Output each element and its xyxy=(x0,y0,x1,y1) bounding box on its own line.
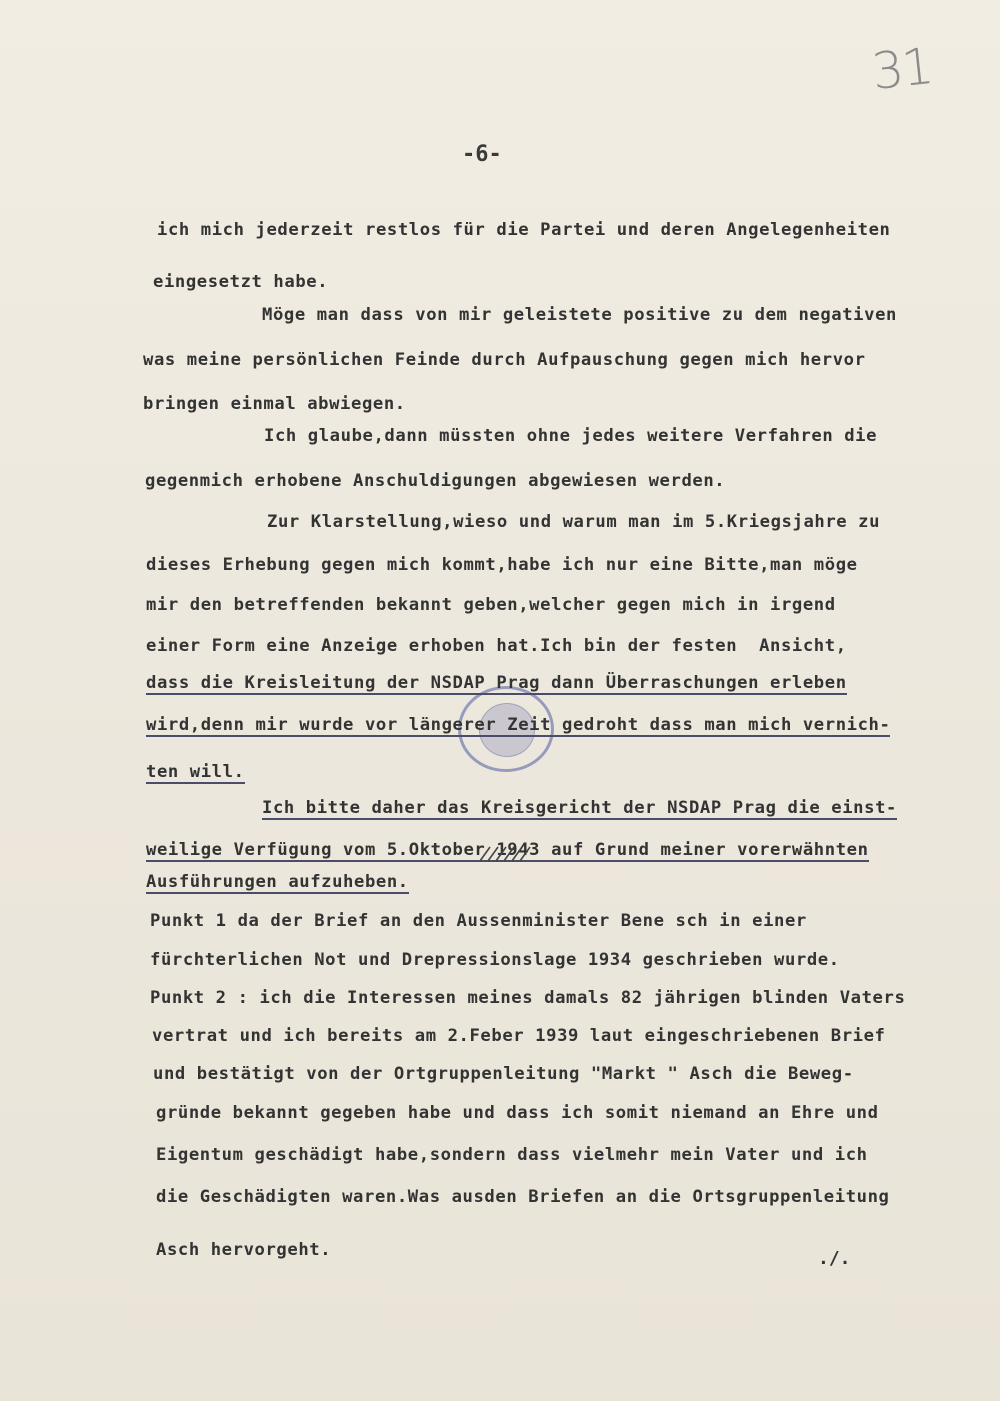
handwritten-page-number: 31 xyxy=(869,37,935,101)
underlined-text-line: Ich bitte daher das Kreisgericht der NSDAP Prag die einst- xyxy=(262,798,897,818)
text-line: vertrat und ich bereits am 2.Feber 1939 laut eingeschriebenen Brief xyxy=(152,1026,886,1046)
text-line: Punkt 2 : ich die Interessen meines damals 82 jährigen blinden Vaters xyxy=(150,988,906,1008)
text-line: mir den betreffenden bekannt geben,welcher gegen mich in irgend xyxy=(146,595,836,615)
text-line: die Geschädigten waren.Was ausden Briefen an die Ortsgruppenleitung xyxy=(156,1187,890,1207)
underlined-text-line: ten will. xyxy=(146,762,245,782)
continuation-mark: ./. xyxy=(818,1248,851,1269)
underlined-text-line: wird,denn mir wurde vor längerer Zeit gedroht dass man mich vernich- xyxy=(146,715,891,735)
text-line: bringen einmal abwiegen. xyxy=(143,394,406,414)
text-line: gründe bekannt gegeben habe und dass ich somit niemand an Ehre und xyxy=(156,1103,879,1123)
text-line: Eigentum geschädigt habe,sondern dass vielmehr mein Vater und ich xyxy=(156,1145,868,1165)
text-line: gegenmich erhobene Anschuldigungen abgewiesen werden. xyxy=(145,471,726,491)
page-number: -6- xyxy=(462,142,502,167)
text-line: Möge man dass von mir geleistete positive zu dem negativen xyxy=(262,305,897,325)
text-line: fürchterlichen Not und Drepressionslage 1934 geschrieben wurde. xyxy=(150,950,840,970)
underlined-text-line: dass die Kreisleitung der NSDAP Prag dann Überraschungen erleben xyxy=(146,673,847,693)
text-line: Asch hervorgeht. xyxy=(156,1240,332,1260)
text-line: und bestätigt von der Ortgruppenleitung "Markt " Asch die Beweg- xyxy=(153,1064,854,1084)
text-line: Ich glaube,dann müssten ohne jedes weitere Verfahren die xyxy=(264,426,878,446)
typewriter-strikeout xyxy=(478,843,538,865)
underlined-text-line: weilige Verfügung vom 5.Oktober 1943 auf Grund meiner vorerwähnten xyxy=(146,840,869,860)
text-line: Punkt 1 da der Brief an den Aussenminister Bene sch in einer xyxy=(150,911,807,931)
text-line: Zur Klarstellung,wieso und warum man im 5.Kriegsjahre zu xyxy=(267,512,881,532)
text-line: einer Form eine Anzeige erhoben hat.Ich bin der festen Ansicht, xyxy=(146,636,847,656)
underlined-text-line: Ausführungen aufzuheben. xyxy=(146,872,409,892)
text-line: eingesetzt habe. xyxy=(153,272,329,292)
text-line: was meine persönlichen Feinde durch Aufpauschung gegen mich hervor xyxy=(143,350,866,370)
text-line: ich mich jederzeit restlos für die Partei und deren Angelegenheiten xyxy=(157,220,891,240)
text-line: dieses Erhebung gegen mich kommt,habe ich nur eine Bitte,man möge xyxy=(146,555,858,575)
